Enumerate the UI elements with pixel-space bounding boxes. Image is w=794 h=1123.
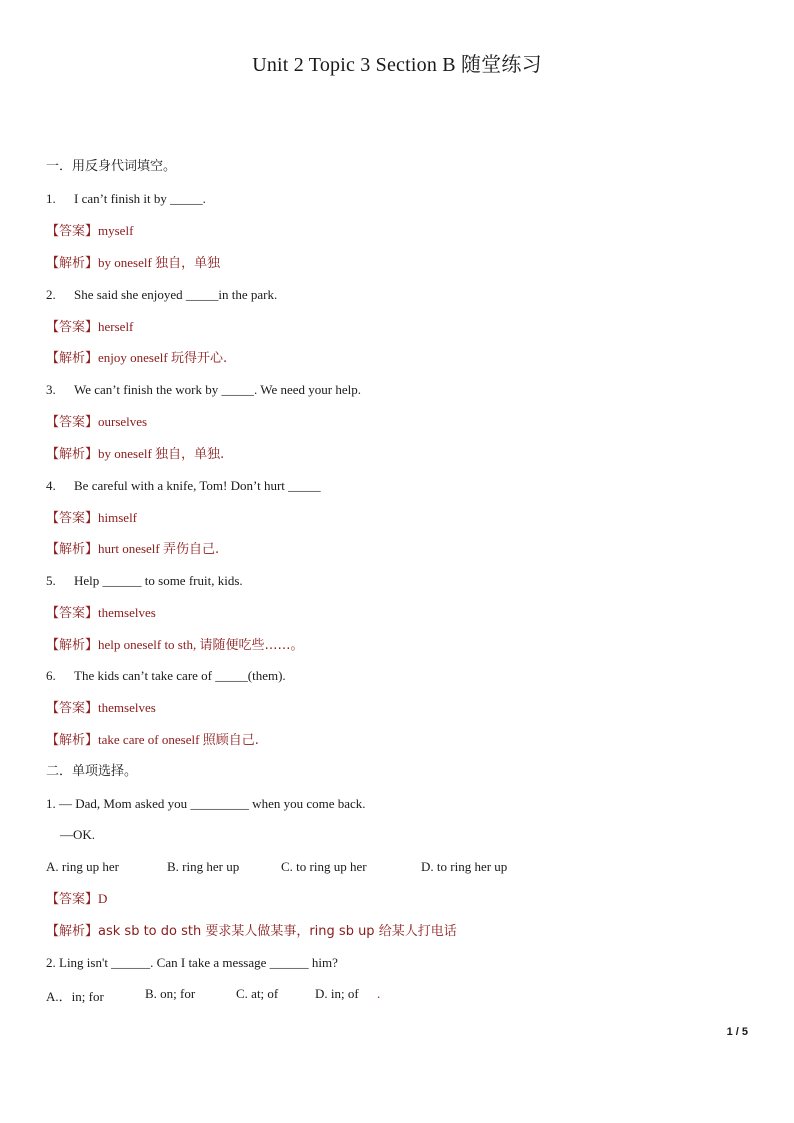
mc-q2-option-a: A.．in; for — [46, 989, 104, 1004]
explanation-en: enjoy oneself — [98, 350, 171, 365]
question-text: Help ______ to some fruit, kids. — [74, 573, 243, 588]
explanation-en: help oneself to sth, — [98, 637, 200, 652]
question-text: I can’t finish it by _____. — [74, 191, 206, 206]
explanation-tag: 【解析】 — [46, 542, 99, 557]
answer-text: himself — [98, 510, 138, 525]
question-number: 6. — [46, 668, 56, 683]
page-title: Unit 2 Topic 3 Section B 随堂练习 — [252, 54, 542, 76]
explanation-cn: 独自，单独. — [155, 447, 225, 462]
question-2 — [46, 287, 277, 303]
mc-q1-option-c: C. to ring up her — [281, 859, 367, 874]
mc-q2-trailing-mark: . — [377, 986, 381, 1001]
explanation-tag: 【解析】 — [46, 924, 99, 939]
answer-text: herself — [98, 319, 134, 334]
answer-4 — [46, 510, 137, 527]
question-4 — [46, 478, 321, 494]
mc-q2-option-d: D. in; of — [315, 986, 359, 1001]
explanation-en: by oneself — [98, 446, 156, 461]
question-text: We can’t finish the work by _____. We need your help. — [74, 382, 361, 397]
answer-6 — [46, 700, 156, 717]
mc-q2-option-c: C. at; of — [236, 986, 279, 1001]
explanation-2 — [46, 350, 227, 367]
question-text: The kids can’t take care of _____(them). — [74, 668, 286, 683]
answer-tag: 【答案】 — [46, 320, 99, 335]
mc-question-1: 1. — Dad, Mom asked you _________ when you come back. — [46, 796, 366, 811]
question-number: 5. — [46, 573, 56, 588]
page-number: 1 / 5 — [726, 1026, 748, 1038]
explanation-6 — [46, 732, 259, 749]
mc-question-2: 2. Ling isn't ______. Can I take a message ______ him? — [46, 955, 338, 970]
answer-tag: 【答案】 — [46, 892, 99, 907]
explanation-cn: 请随便吃些……。 — [199, 638, 304, 653]
mc-answer-1 — [46, 891, 107, 908]
section-heading-2: 二．单项选择。 — [46, 764, 138, 779]
answer-text: themselves — [98, 605, 156, 620]
answer-tag: 【答案】 — [46, 415, 99, 430]
question-6 — [46, 668, 286, 684]
explanation-4 — [46, 541, 219, 558]
answer-text: D — [98, 891, 108, 906]
explanation-text: ask sb to do sth 要求某人做某事，ring sb up 给某人打电话 — [98, 924, 457, 939]
answer-tag: 【答案】 — [46, 701, 99, 716]
explanation-3 — [46, 446, 224, 463]
answer-2 — [46, 319, 133, 336]
answer-tag: 【答案】 — [46, 224, 99, 239]
mc-q1-option-d: D. to ring her up — [421, 859, 508, 874]
explanation-cn: 弄伤自己. — [163, 542, 220, 557]
mc-q1-option-a: A. ring up her — [46, 859, 119, 874]
explanation-cn: 照顾自己. — [202, 733, 259, 748]
question-1 — [46, 191, 206, 207]
answer-text: ourselves — [98, 414, 148, 429]
explanation-cn: 独自，单独 — [155, 256, 221, 271]
mc-q1-option-b: B. ring her up — [167, 859, 240, 874]
answer-3 — [46, 414, 147, 431]
explanation-5 — [46, 637, 304, 654]
explanation-tag: 【解析】 — [46, 638, 99, 653]
answer-tag: 【答案】 — [46, 511, 99, 526]
question-number: 4. — [46, 478, 56, 493]
answer-text: themselves — [98, 700, 156, 715]
answer-1 — [46, 223, 133, 240]
answer-text: myself — [98, 223, 134, 238]
explanation-tag: 【解析】 — [46, 733, 99, 748]
explanation-tag: 【解析】 — [46, 351, 99, 366]
question-5 — [46, 573, 243, 589]
question-number: 2. — [46, 287, 56, 302]
question-number: 1. — [46, 191, 56, 206]
answer-tag: 【答案】 — [46, 606, 99, 621]
question-number: 3. — [46, 382, 56, 397]
mc-explanation-1 — [46, 923, 457, 940]
explanation-tag: 【解析】 — [46, 256, 99, 271]
explanation-cn: 玩得开心. — [170, 351, 228, 366]
explanation-1 — [46, 255, 220, 272]
question-3 — [46, 382, 361, 398]
section-heading-1: 一．用反身代词填空。 — [46, 159, 177, 174]
question-text: Be careful with a knife, Tom! Don’t hurt _____ — [74, 478, 321, 493]
answer-5 — [46, 605, 156, 622]
explanation-en: take care of oneself — [98, 732, 203, 747]
explanation-tag: 【解析】 — [46, 447, 99, 462]
explanation-en: hurt oneself — [98, 541, 163, 556]
mc-q2-option-b: B. on; for — [145, 986, 196, 1001]
mc-question-1-reply: —OK. — [60, 827, 96, 842]
question-text: She said she enjoyed _____in the park. — [74, 287, 278, 302]
explanation-en: by oneself — [98, 255, 156, 270]
